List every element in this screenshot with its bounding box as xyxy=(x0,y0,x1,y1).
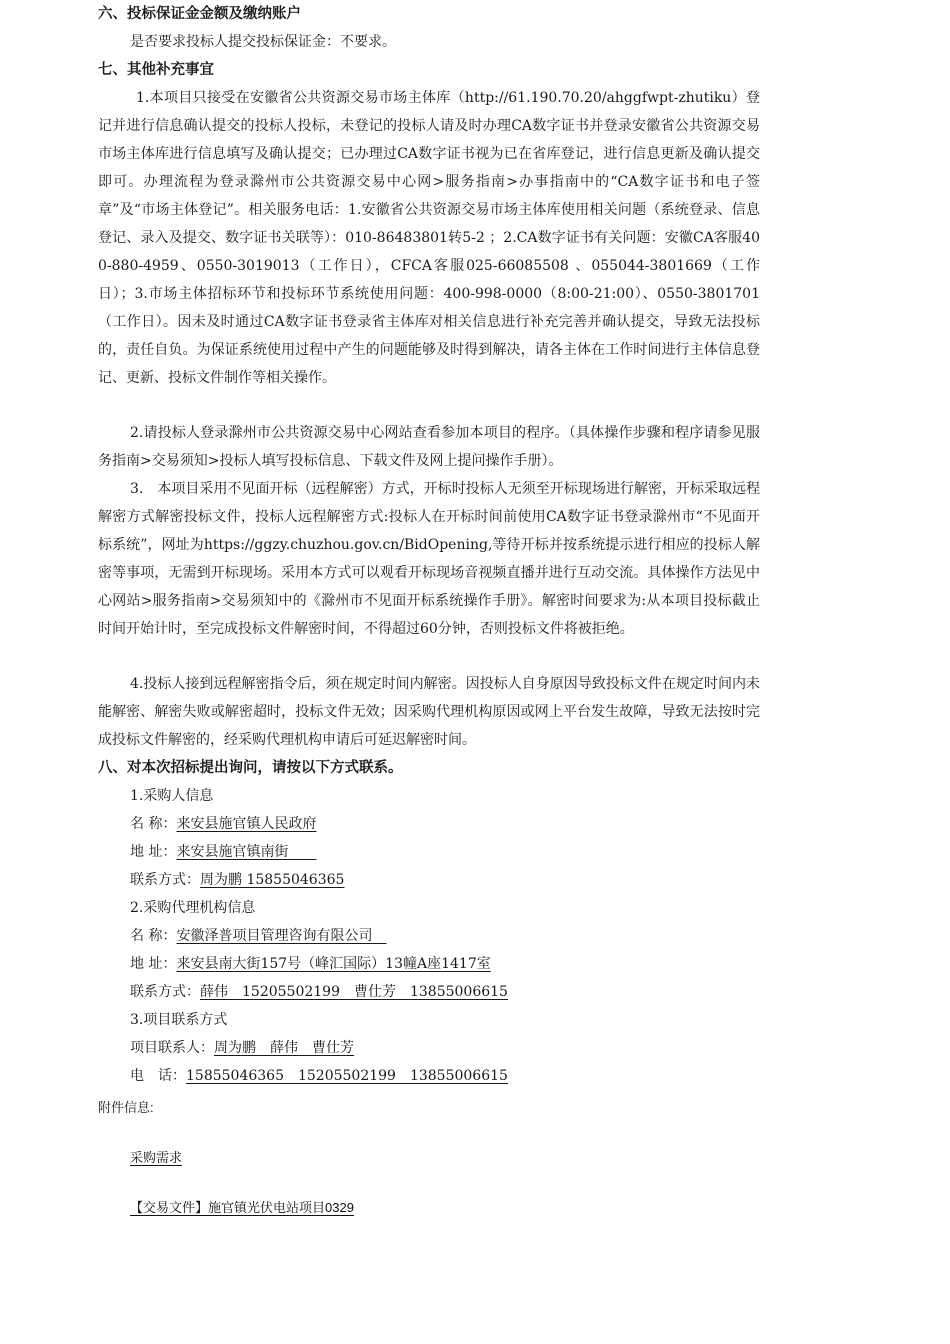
supplement-paragraph-3 xyxy=(98,475,760,643)
agent-contact-value: 薛伟 15205502199 曹仕芳 13855006615 xyxy=(200,984,508,1000)
attachments-label: 附件信息: xyxy=(98,1100,154,1115)
section-6-heading: 六、投标保证金金额及缴纳账户 xyxy=(98,6,301,22)
buyer-address-value: 来安县施官镇南街 xyxy=(176,844,289,860)
agent-name-value: 安徽泽普项目管理咨询有限公司 xyxy=(176,928,373,944)
section-8-heading: 八、对本次招标提出询问，请按以下方式联系。 xyxy=(98,760,403,776)
agent-name-label: 名 称： xyxy=(130,928,177,944)
buyer-contact-label: 联系方式： xyxy=(130,872,200,888)
buyer-address-underline-pad xyxy=(288,844,316,860)
buyer-address-label: 地 址： xyxy=(130,844,177,860)
agent-address-label: 地 址： xyxy=(130,956,177,972)
project-person-value: 周为鹏 薛伟 曹仕芳 xyxy=(214,1040,354,1056)
agent-address-row xyxy=(130,954,491,974)
buyer-name-label: 名 称： xyxy=(130,816,177,832)
project-phone-label: 电 话： xyxy=(130,1068,186,1084)
agent-address-value: 来安县南大街157号（峰汇国际）13幢A座1417室 xyxy=(176,956,491,972)
supplement-paragraph-4-text: 4.投标人接到远程解密指令后，须在规定时间内解密。因投标人自身原因导致投标文件在规定时间内未能解密、解密失败或解密超时，投标文件无效；因采购代理机构原因或网上平台发生故障，导致无法按时完成投标文件解密的，经采购代理机构申请后可延迟解密时间。 xyxy=(98,676,760,748)
buyer-info-heading: 1.采购人信息 xyxy=(130,788,214,804)
project-contact-heading: 3.项目联系方式 xyxy=(130,1012,228,1028)
agent-contact-row xyxy=(130,982,508,1002)
section-7-heading: 七、其他补充事宜 xyxy=(98,62,214,78)
supplement-paragraph-2 xyxy=(98,419,760,475)
buyer-name-row xyxy=(130,814,316,834)
project-person-label: 项目联系人： xyxy=(130,1040,214,1056)
project-person-row xyxy=(130,1038,354,1058)
attachment-link-procurement-requirements[interactable]: 采购需求 xyxy=(130,1150,183,1165)
supplement-paragraph-1-text: 1.本项目只接受在安徽省公共资源交易市场主体库（http://61.190.70.20/ahggfwpt-zhutiku）登记并进行信息确认提交的投标人投标，未登记的投标人请及时办理CA数字证书并登录安徽省公共资源交易市场主体库进行信息填写及确认提交；已办理过CA数字证书视为已在省库登记，进行信息更新及确认提交即可。办理流程为登录滁州市公共资源交易中心网>服务指南>办事指南中的“CA数字证书和电子签章”及“市场主体登记”。相关服务电话：1.安徽省公共资源交易市场主体库使用相关问题（系统登录、信息登记、录入及提交、数字证书关联等）：010-86483801转5-2 ；2.CA数字证书有关问题：安徽CA客服400-880-4959、0550-3019013（工作日），CFCA客服025-66085508 、055044-3801669（工作日）；3.市场主体招标环节和投标环节系统使用问题：400-998-0000（8:00-21:00）、0550-3801701（工作日）。因未及时通过CA数字证书登录省主体库对相关信息进行补充完善并确认提交，导致无法投标的，责任自负。为保证系统使用过程中产生的问题能够及时得到解决，请各主体在工作时间进行主体信息登记、更新、投标文件制作等相关操作。 xyxy=(98,90,760,386)
buyer-contact-value: 周为鹏 15855046365 xyxy=(200,872,345,888)
agent-contact-label: 联系方式： xyxy=(130,984,200,1000)
supplement-paragraph-1 xyxy=(98,84,760,392)
project-phone-value: 15855046365 15205502199 13855006615 xyxy=(186,1068,508,1084)
supplement-paragraph-3-text: 3. 本项目采用不见面开标（远程解密）方式，开标时投标人无须至开标现场进行解密，开标采取远程解密方式解密投标文件，投标人远程解密方式:投标人在开标时间前使用CA数字证书登录滁州市“不见面开标系统”，网址为https://ggzy.chuzhou.gov.cn/BidOpening,等待开标并按系统提示进行相应的投标人解密等事项，无需到开标现场。采用本方式可以观看开标现场音视频直播并进行互动交流。具体操作方法见中心网站>服务指南>交易须知中的《滁州市不见面开标系统操作手册》。解密时间要求为:从本项目投标截止时间开始计时，至完成投标文件解密时间，不得超过60分钟，否则投标文件将被拒绝。 xyxy=(98,481,760,637)
supplement-paragraph-2-text: 2.请投标人登录滁州市公共资源交易中心网站查看参加本项目的程序。（具体操作步骤和程序请参见服务指南>交易须知>投标人填写投标信息、下载文件及网上提问操作手册）。 xyxy=(98,425,760,469)
buyer-name-value: 来安县施官镇人民政府 xyxy=(176,816,317,832)
buyer-address-row xyxy=(130,842,316,862)
project-phone-row xyxy=(130,1066,508,1086)
attachment-link-tender-document[interactable]: 【交易文件】施官镇光伏电站项目0329 xyxy=(130,1200,354,1215)
agent-name-row xyxy=(130,926,386,946)
buyer-contact-row xyxy=(130,870,344,890)
deposit-requirement-text: 是否要求投标人提交投标保证金：不要求。 xyxy=(130,34,396,50)
agent-info-heading: 2.采购代理机构信息 xyxy=(130,900,256,916)
supplement-paragraph-4 xyxy=(98,670,760,754)
agent-name-underline-pad xyxy=(372,928,386,944)
